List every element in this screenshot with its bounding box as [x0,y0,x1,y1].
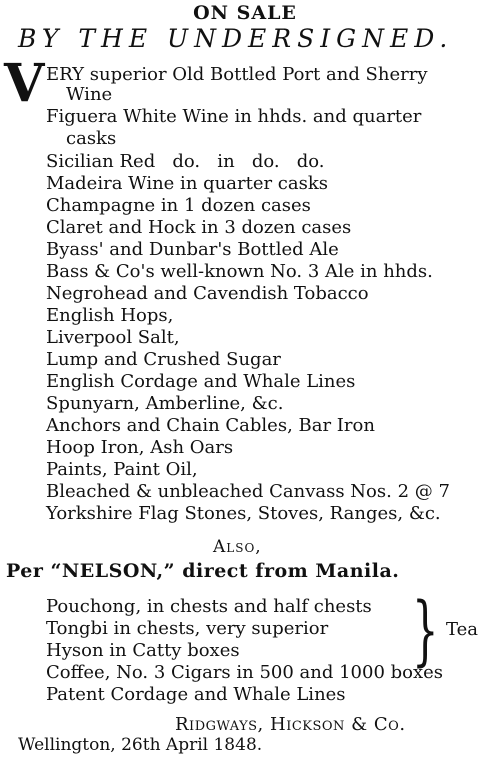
list-item: Claret and Hock in 3 dozen cases [46,217,352,238]
list-item: casks [66,128,117,149]
list-item: Liverpool Salt, [46,327,180,348]
list-item: Wine [66,84,113,105]
list-item: Byass' and Dunbar's Bottled Ale [46,239,339,260]
brace-icon: } [412,585,439,674]
list-item: Champagne in 1 dozen cases [46,195,311,216]
tea-item: Pouchong, in chests and half chests [46,596,372,617]
list-item: Negrohead and Cavendish Tobacco [46,283,369,304]
list-item: Bleached & unbleached Canvass Nos. 2 @ 7 [46,481,450,502]
list-item: Madeira Wine in quarter casks [46,173,328,194]
place-date: Wellington, 26th April 1848. [18,735,263,755]
list-item: English Hops, [46,305,174,326]
list-item: Anchors and Chain Cables, Bar Iron [46,415,375,436]
firm-signature: Ridgways, Hickson & Co. [175,714,406,735]
list-item: Lump and Crushed Sugar [46,349,281,370]
list-item: Bass & Co's well-known No. 3 Ale in hhds. [46,261,433,282]
list-item: Yorkshire Flag Stones, Stoves, Ranges, &c. [46,503,441,524]
per-nelson-heading: Per “NELSON,” direct from Manila. [6,560,400,582]
list-item: ERY superior Old Bottled Port and Sherry [46,64,428,85]
drop-cap: V [4,53,45,114]
list-item: Paints, Paint Oil, [46,459,198,480]
tea-item: Tongbi in chests, very superior [46,618,329,639]
by-the-undersigned-heading: BY THE UNDERSIGNED. [18,24,454,53]
list-item: Spunyarn, Amberline, &c. [46,393,284,414]
list-item: Sicilian Red do. in do. do. [46,151,325,172]
list-item: Figuera White Wine in hhds. and quarter [46,106,422,127]
on-sale-heading: ON SALE [193,2,297,24]
tea-item: Hyson in Catty boxes [46,640,240,661]
list-item: Coffee, No. 3 Cigars in 500 and 1000 boxes [46,662,444,683]
tea-label: Tea [446,619,478,640]
list-item: Patent Cordage and Whale Lines [46,684,346,705]
also-label: Also, [213,537,262,557]
list-item: English Cordage and Whale Lines [46,371,356,392]
list-item: Hoop Iron, Ash Oars [46,437,234,458]
